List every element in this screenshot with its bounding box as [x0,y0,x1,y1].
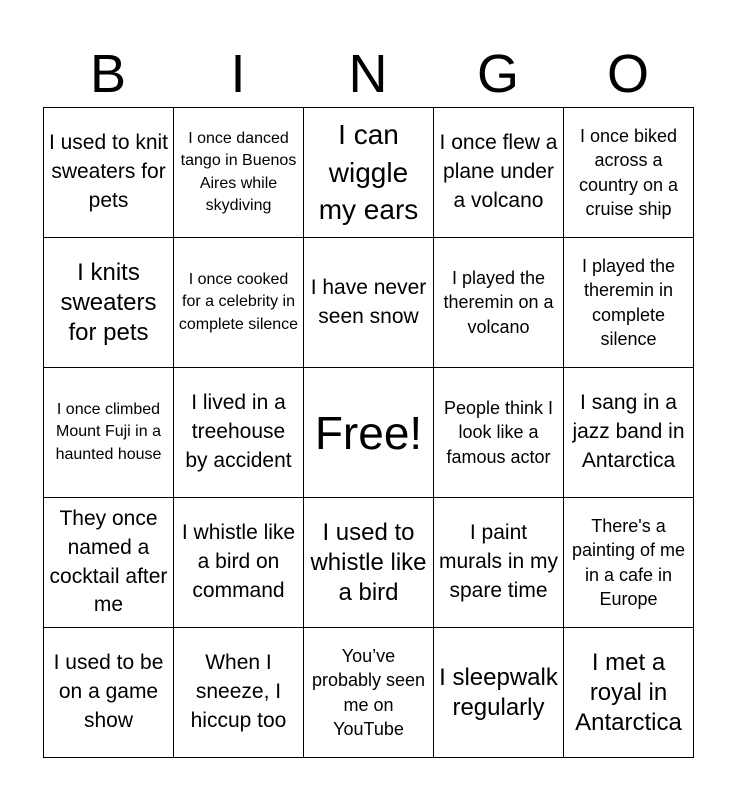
header-letter-i: I [230,44,246,104]
bingo-cell[interactable]: I used to knit sweaters for pets [44,108,174,238]
bingo-cell[interactable]: I once cooked for a celebrity in complete silence [174,238,304,368]
bingo-cell[interactable]: I lived in a treehouse by accident [174,368,304,498]
bingo-cell[interactable]: I can wiggle my ears [304,108,434,238]
bingo-cell[interactable]: People think I look like a famous actor [434,368,564,498]
bingo-cell[interactable]: I played the theremin on a volcano [434,238,564,368]
header-letter-g: G [476,44,519,104]
bingo-cell[interactable]: I once climbed Mount Fuji in a haunted house [44,368,174,498]
bingo-cell[interactable]: I played the theremin in complete silence [564,238,694,368]
bingo-cell[interactable]: When I sneeze, I hiccup too [174,628,304,758]
bingo-cell[interactable]: I paint murals in my spare time [434,498,564,628]
bingo-header [43,40,693,108]
bingo-cell[interactable]: I sleepwalk regularly [434,628,564,758]
board-row [44,108,694,238]
board-row [44,498,694,628]
header-letter-n: N [348,44,388,104]
board-row [44,368,694,498]
header-letter-b: B [89,44,127,104]
free-space[interactable]: Free! [304,368,434,498]
bingo-cell[interactable]: I used to whistle like a bird [304,498,434,628]
bingo-cell[interactable]: I once danced tango in Buenos Aires while skydiving [174,108,304,238]
bingo-board [43,107,694,758]
bingo-cell[interactable]: I once biked across a country on a cruise ship [564,108,694,238]
board-row [44,628,694,758]
bingo-cell[interactable]: I have never seen snow [304,238,434,368]
bingo-cell[interactable]: You’ve probably seen me on YouTube [304,628,434,758]
bingo-cell[interactable]: I used to be on a game show [44,628,174,758]
bingo-cell[interactable]: I once flew a plane under a volcano [434,108,564,238]
bingo-cell[interactable]: I met a royal in Antarctica [564,628,694,758]
bingo-cell[interactable]: I sang in a jazz band in Antarctica [564,368,694,498]
bingo-cell[interactable]: I knits sweaters for pets [44,238,174,368]
bingo-cell[interactable]: I whistle like a bird on command [174,498,304,628]
board-row [44,238,694,368]
bingo-cell[interactable]: They once named a cocktail after me [44,498,174,628]
header-letter-o: O [606,44,649,104]
bingo-cell[interactable]: There's a painting of me in a cafe in Europe [564,498,694,628]
